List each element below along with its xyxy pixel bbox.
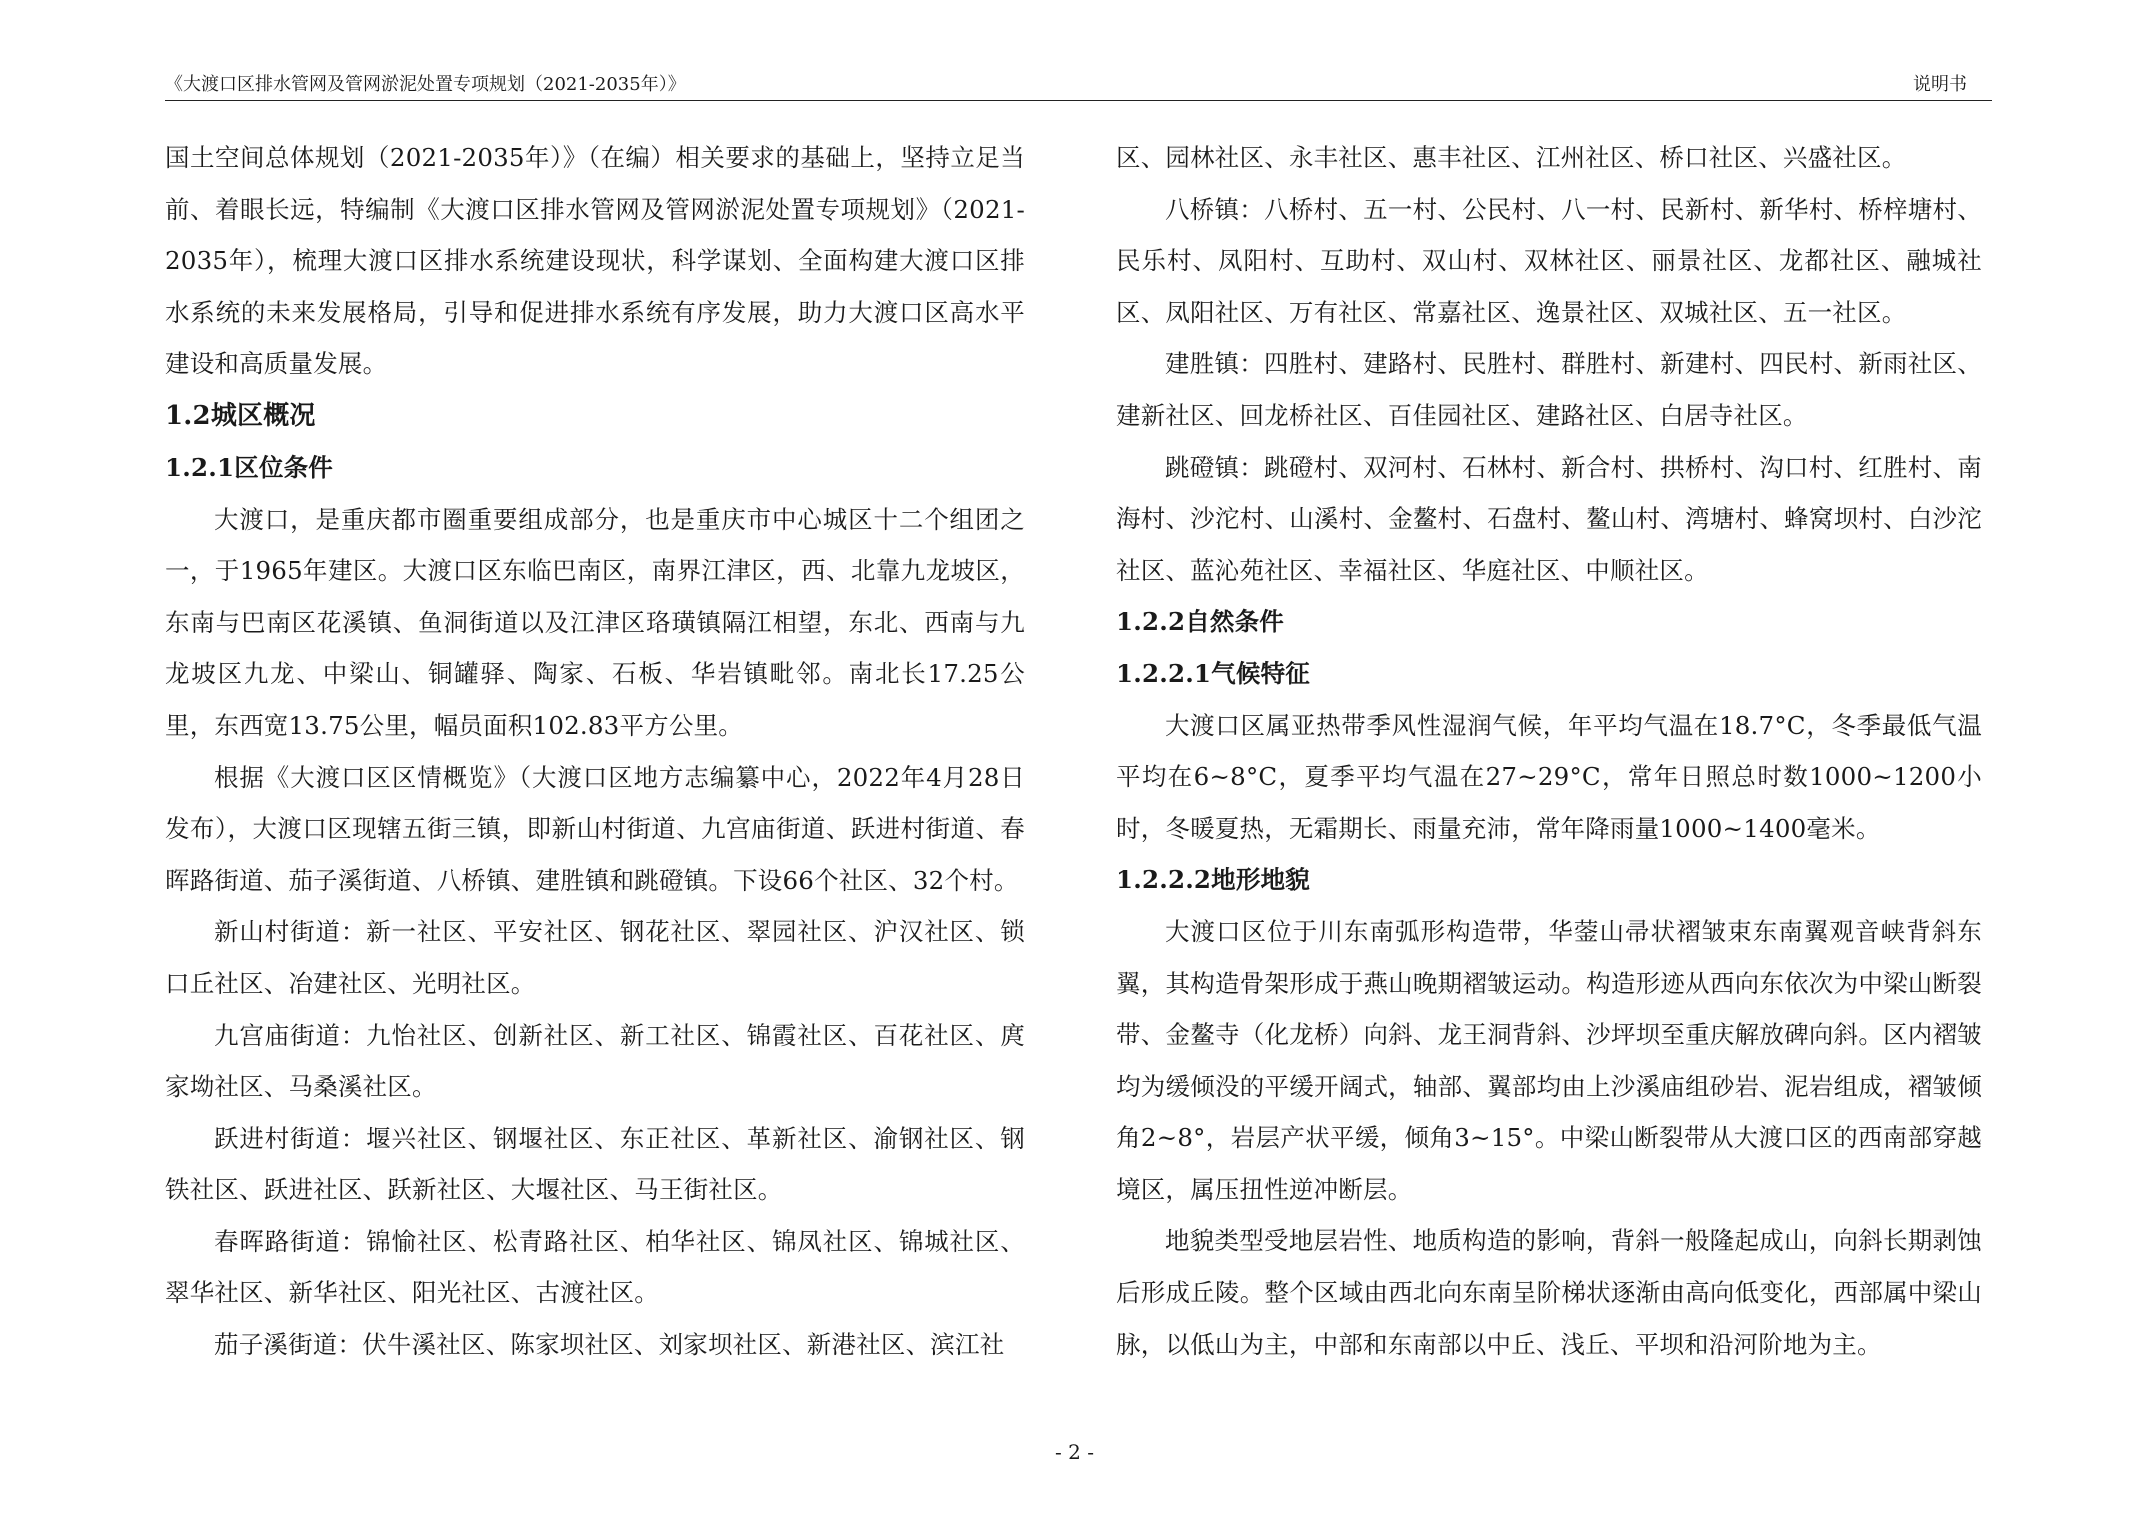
paragraph: 地貌类型受地层岩性、地质构造的影响，背斜一般隆起成山，向斜长期剥蚀后形成丘陵。整个区域由西北向东南呈阶梯状逐渐由高向低变化，西部属中梁山脉，以低山为主，中部和东南部以中丘、浅丘、平坝和沿河阶地为主。 — [1116, 1226, 1982, 1359]
document-title: 《大渡口区排水管网及管网淤泥处置专项规划（2021-2035年）》 — [165, 74, 686, 95]
paragraph: 新山村街道：新一社区、平安社区、钢花社区、翠园社区、沪汉社区、锁口丘社区、冶建社区、光明社区。 — [165, 917, 1025, 998]
paragraph: 国土空间总体规划（2021-2035年）》（在编）相关要求的基础上，坚持立足当前、着眼长远，特编制《大渡口区排水管网及管网淤泥处置专项规划》（2021-2035年），梳理大渡口区排水系统建设现状，科学谋划、全面构建大渡口区排水系统的未来发展格局，引导和促进排水系统有序发展，助力大渡口区高水平建设和高质量发展。 — [165, 143, 1025, 379]
paragraph: 建胜镇：四胜村、建路村、民胜村、群胜村、新建村、四民村、新雨社区、建新社区、回龙桥社区、百佳园社区、建路社区、白居寺社区。 — [1116, 349, 1982, 430]
paragraph: 区、园林社区、永丰社区、惠丰社区、江州社区、桥口社区、兴盛社区。 — [1116, 143, 1907, 172]
page-header — [165, 72, 1992, 101]
section-heading: 1.2城区概况 — [165, 400, 316, 431]
paragraph: 根据《大渡口区区情概览》（大渡口区地方志编纂中心，2022年4月28日发布），大渡口区现辖五街三镇，即新山村街道、九宫庙街道、跃进村街道、春晖路街道、茄子溪街道、八桥镇、建胜镇和跳磴镇。下设66个社区、32个村。 — [165, 762, 1025, 895]
subsection-heading: 1.2.2.1气候特征 — [1116, 658, 1310, 688]
page-number: - 2 - — [1055, 1440, 1094, 1464]
paragraph: 茄子溪街道：伏牛溪社区、陈家坝社区、刘家坝社区、新港社区、滨江社 — [214, 1330, 1005, 1360]
paragraph: 跳磴镇：跳磴村、双河村、石林村、新合村、拱桥村、沟口村、红胜村、南海村、沙沱村、山溪村、金鳌村、石盘村、鳌山村、湾塘村、蜂窝坝村、白沙沱社区、蓝沁苑社区、幸福社区、华庭社区、中顺社区。 — [1116, 452, 1982, 585]
paragraph: 春晖路街道：锦愉社区、松青路社区、柏华社区、锦凤社区、锦城社区、翠华社区、新华社区、阳光社区、古渡社区。 — [165, 1226, 1025, 1308]
right-column — [1116, 132, 1982, 1370]
document-type: 说明书 — [1913, 74, 1967, 95]
paragraph: 大渡口，是重庆都市圈重要组成部分，也是重庆市中心城区十二个组团之一，于1965年建区。大渡口区东临巴南区，南界江津区，西、北靠九龙坡区，东南与巴南区花溪镇、鱼洞街道以及江津区珞璜镇隔江相望，东北、西南与九龙坡区九龙、中梁山、铜罐驿、陶家、石板、华岩镇毗邻。南北长17.25公里，东西宽13.75公里，幅员面积102.83平方公里。 — [165, 504, 1025, 740]
subsection-heading: 1.2.2.2地形地貌 — [1116, 865, 1310, 895]
paragraph: 大渡口区位于川东南弧形构造带，华蓥山帚状褶皱束东南翼观音峡背斜东翼，其构造骨架形成于燕山晚期褶皱运动。构造形迹从西向东依次为中梁山断裂带、金鳌寺（化龙桥）向斜、龙王洞背斜、沙坪坝至重庆解放碑向斜。区内褶皱均为缓倾没的平缓开阔式，轴部、翼部均由上沙溪庙组砂岩、泥岩组成，褶皱倾角2~8°，岩层产状平缓，倾角3~15°。中梁山断裂带从大渡口区的西南部穿越境区，属压扭性逆冲断层。 — [1116, 916, 1982, 1204]
subsection-heading: 1.2.2自然条件 — [1116, 607, 1284, 637]
paragraph: 大渡口区属亚热带季风性湿润气候，年平均气温在18.7°C，冬季最低气温平均在6~8°C，夏季平均气温在27~29°C，常年日照总时数1000~1200小时，冬暖夏热，无霜期长、雨量充沛，常年降雨量1000~1400毫米。 — [1116, 710, 1982, 843]
paragraph: 八桥镇：八桥村、五一村、公民村、八一村、民新村、新华村、桥梓塘村、民乐村、凤阳村、互助村、双山村、双林社区、丽景社区、龙都社区、融城社区、凤阳社区、万有社区、常嘉社区、逸景社区、双城社区、五一社区。 — [1116, 194, 1982, 327]
paragraph: 九宫庙街道：九怡社区、创新社区、新工社区、锦霞社区、百花社区、庹家坳社区、马桑溪社区。 — [165, 1020, 1025, 1102]
paragraph: 跃进村街道：堰兴社区、钢堰社区、东正社区、革新社区、渝钢社区、钢铁社区、跃进社区、跃新社区、大堰社区、马王街社区。 — [165, 1123, 1025, 1205]
subsection-heading: 1.2.1区位条件 — [165, 452, 333, 482]
left-column — [165, 132, 1025, 1371]
